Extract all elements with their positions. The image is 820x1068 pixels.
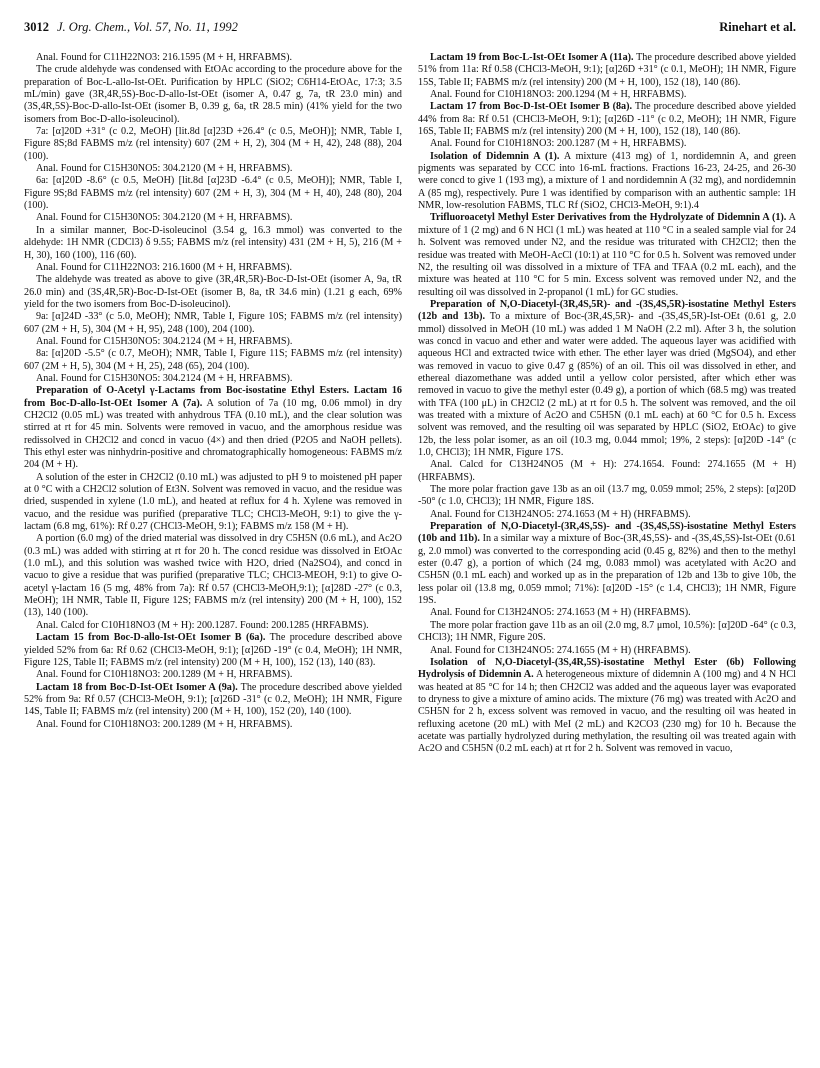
- paragraph: [418, 212, 796, 298]
- paragraph-heading: Preparation of O-Acetyl γ-Lactams from Boc-isostatine Ethyl Esters. Lactam 16 from Boc-D-allo-Ist-OEt Isomer A (7a).: [24, 385, 402, 409]
- paragraph-heading: Preparation of N,O-Diacetyl-(3R,4S,5R)- and -(3S,4S,5R)-isostatine Methyl Esters (12b and 13b).: [418, 298, 796, 323]
- paragraph-heading: Preparation of N,O-Diacetyl-(3R,4S,5S)- and -(3S,4S,5S)-isostatine Methyl Esters (10b and 11b).: [418, 521, 796, 545]
- paragraph-text: Anal. Calcd for C10H18NO3 (M + H): 200.1287. Found: 200.1285 (HRFABMS).: [36, 619, 369, 631]
- paragraph: [24, 212, 402, 224]
- paragraph: [24, 669, 402, 681]
- paragraph: [24, 175, 402, 212]
- paragraph-text: A mixture of 1 (2 mg) and 6 N HCl (1 mL) was heated at 110 °C in a sealed sample vial for 24 h. Solvent was removed under N2, and the residue was triturated with CH2Cl2; then the residue was treated with MeOH-AcCl (10:1) at 110 °C for 0.5 h. Solvent was removed under N2, the resulting oil was dissolved in a mixture of TFA and TFAA (0.2 mL each), and the mixture was heated at 110 °C for 5 min. Excess solvent was removed under N2, and the resulting oil was dissolved in 2-propanol (1 mL) for GC studies.: [418, 212, 796, 298]
- paragraph-text: Anal. Found for C10H18NO3: 200.1289 (M + H, HRFABMS).: [36, 718, 293, 730]
- paragraph-text: 7a: [α]20D +31° (c 0.2, MeOH) [lit.8d [α]23D +26.4° (c 0.5, MeOH)]; NMR, Table I, Figure 8S;8d FABMS m/z (rel intensity) 607 (2M + H, 2), 304 (M + H, 42), 248 (88), 204 (100).: [24, 126, 402, 162]
- paragraph-heading: Isolation of Didemnin A (1).: [430, 150, 560, 162]
- paragraph-heading: Isolation of N,O-Diacetyl-(3S,4R,5S)-isostatine Methyl Ester (6b) Following Hydrolysis of Didemnin A.: [418, 656, 796, 681]
- paragraph: [24, 311, 402, 336]
- paragraph-heading: Lactam 17 from Boc-D-Ist-OEt Isomer B (8a).: [430, 101, 633, 113]
- paragraph-text: To a mixture of Boc-(3R,4S,5R)- and -(3S,4S,5R)-Ist-OEt (0.61 g, 2.0 mmol) dissolved in MeOH (10 mL) was added 1 M NaOH (2.2 ml). After 3 h, the solution was concd in vacuo and ether and water were added. The aqueous layer was acidified with aqueous HCl and extracted twice with ether. The ether layer was dried (MgSO4), and ether was removed in vacuo to give 0.47 g (85%) of an oil. This oil was dissolved in ether, and ethereal diazomethane was added until a yellow color persisted, after which ether was removed in vacuo to give the methyl ester (0.49 g), a portion of which (68.5 mg) was treated with TFA (100 μL) in CH2Cl2 (2 mL) at rt for 0.5 h. The solvent was removed, and the oil was treated with a mixture of Ac2O and C5H5N (0.1 mL each) at 60 °C for 0.5 h. Excess solvent was removed, and the resulting oil was separated by HPLC (SiO2, EtOAc) to give 12b, the less polar isomer, as an oil (10.3 mg, 0.044 mmol; 19%, 2 steps): [α]20D -14° (c 1.0, CHCl3); 1H NMR, Figure 17S.: [418, 311, 796, 458]
- paragraph: [418, 521, 796, 607]
- paragraph: [418, 620, 796, 645]
- paragraph: [24, 472, 402, 534]
- paragraph: [24, 163, 402, 175]
- paragraph-text: In a similar way a mixture of Boc-(3R,4S,5S)- and -(3S,4S,5S)-Ist-OEt (0.61 g, 2.0 mmol) was converted to the corresponding acid (0.45 g, 82%) and then to the methyl ester (0.47 g), a portion of which (24 mg, 0.083 mmol) was acetylated with Ac2O and C5H5N (0.1 mL each) and worked up as in the preparation of 12b and 13b to give 10b, the less polar oil (13.8 mg, 0.059 mmol; 71%): [α]20D -15° (c 1.4, CHCl3); 1H NMR, Figure 19S.: [418, 533, 796, 607]
- paragraph-text: Anal. Found for C15H30NO5: 304.2120 (M + H, HRFABMS).: [36, 212, 293, 224]
- paragraph-heading: Lactam 19 from Boc-L-Ist-OEt Isomer A (11a).: [430, 52, 634, 63]
- paragraph: [24, 262, 402, 274]
- paragraph: [24, 126, 402, 163]
- paragraph: [24, 373, 402, 385]
- paragraph-text: Anal. Found for C10H18NO3: 200.1287 (M + H, HRFABMS).: [430, 138, 687, 150]
- paragraph: [418, 101, 796, 138]
- paragraph: [24, 274, 402, 311]
- paragraph: [24, 336, 402, 348]
- paragraph: [24, 385, 402, 471]
- paragraph-text: 9a: [α]24D -33° (c 5.0, MeOH); NMR, Table I, Figure 10S; FABMS m/z (rel intensity) 607 (2M + H, 5), 304 (M + H, 95), 248 (100), 204 (100).: [24, 311, 402, 335]
- paragraph: [24, 632, 402, 669]
- paragraph-text: A solution of the ester in CH2Cl2 (0.10 mL) was adjusted to pH 9 to moistened pH paper at 0 °C with a CH2Cl2 solution of Et3N. Solvent was removed in vacuo, and the residue was dried, suspended in xylene (1.0 mL), and heated at reflux for 4 h. Xylene was removed in vacuo, and the residue was purified (preparative TLC; CHCl3-MeOH, 9:1) to give the γ-lactam (6.8 mg, 61%): Rf 0.27 (CHCl3-MeOH, 9:1); FABMS m/z 158 (M + H).: [24, 471, 402, 533]
- paragraph-text: The procedure described above yielded 44% from 8a: Rf 0.51 (CHCl3-MeOH, 9:1); [α]26D -11° (c 0.2, MeOH); 1H NMR, Figure 16S, Table II; FABMS m/z (rel intensity) 200 (M + H, 100), 152 (18), 140 (86).: [418, 101, 796, 138]
- paragraph-text: The procedure described above yielded 52% from 6a: Rf 0.62 (CHCl3-MeOH, 9:1); [α]26D -19° (c 0.4, MeOH); 1H NMR, Figure 12S, Table II; FABMS m/z (rel intensity) 200 (M + H, 100), 152 (13), 140 (83).: [24, 632, 402, 668]
- right-column: [418, 52, 796, 1060]
- paragraph-text: Anal. Found for C15H30NO5: 304.2124 (M + H, HRFABMS).: [36, 372, 293, 384]
- paragraph-text: Anal. Found for C13H24NO5: 274.1653 (M + H) (HRFABMS).: [430, 508, 691, 520]
- paragraph-text: A heterogeneous mixture of didemnin A (100 mg) and 4 N HCl was heated at 85 °C for 14 h; then CH2Cl2 was added and the aqueous layer was evaporated to dryness to give a mixture of amino acids. The mixture (76 mg) was treated with Ac2O and C5H5N for 2 h, excess solvent was removed in vacuo, and the resulting oil was heated in refluxing acetone (20 mL) with MeI (2 mL) and K2CO3 (230 mg) for 10 h. Because the acetate was partially hydrolyzed during methylation, the resulting oil was treated again with Ac2O and C5H5N (0.2 mL each) at rt for 2 h. Solvent was removed in vacuo,: [418, 669, 796, 755]
- paragraph: [418, 509, 796, 521]
- paragraph-text: The more polar fraction gave 11b as an oil (2.0 mg, 8.7 μmol, 10.5%): [α]20D -64° (c 0.3, CHCl3); 1H NMR, Figure 20S.: [418, 619, 796, 644]
- paragraph-text: In a similar manner, Boc-D-isoleucinol (3.54 g, 16.3 mmol) was converted to the aldehyde: 1H NMR (CDCl3) δ 9.55; FABMS m/z (rel intensity) 431 (2M + H, 5), 216 (M + H, 30), 160 (100), 116 (60).: [24, 224, 402, 261]
- paragraph: [24, 52, 402, 64]
- paragraph-text: Anal. Found for C13H24NO5: 274.1653 (M + H) (HRFABMS).: [430, 607, 691, 619]
- running-authors: Rinehart et al.: [719, 20, 796, 34]
- running-header: [24, 20, 796, 42]
- paragraph-text: Anal. Found for C15H30NO5: 304.2120 (M + H, HRFABMS).: [36, 163, 293, 175]
- paragraph-text: A solution of 7a (10 mg, 0.06 mmol) in dry CH2Cl2 (0.05 mL) was treated with anhydrous TFA (0.10 mL), and the clear solution was stirred at rt for 45 min. Solvents were removed in vacuo, and the amorphous residue was redissolved in CH2Cl2 and concd in vacuo (4×) and then dried (P2O5 and NaOH pellets). This ethyl ester was ninhydrin-positive and chromatographically homogeneous: FABMS m/z 204 (M + H).: [24, 397, 402, 471]
- paragraph: [418, 657, 796, 756]
- paragraph: [418, 138, 796, 150]
- page-number: 3012: [24, 20, 49, 34]
- paragraph: [418, 89, 796, 101]
- paragraph-text: Anal. Found for C10H18NO3: 200.1289 (M + H, HRFABMS).: [36, 669, 293, 681]
- paragraph-text: The crude aldehyde was condensed with EtOAc according to the procedure above for the preparation of Boc-L-allo-Ist-OEt. Purification by HPLC (SiO2; C6H14-EtOAc, 17:3; 3.5 mL/min) gave (3R,4R,5S)-Boc-D-allo-Ist-OEt (isomer A, 0.47 g, 7a, tR 23.0 min) and (3S,4R,5S)-Boc-D-allo-Ist-OEt (isomer B, 0.39 g, 6a, tR 28.5 min) (41% yield for the two isomers from Boc-D-allo-isoleucinol).: [24, 64, 402, 125]
- paragraph-text: The aldehyde was treated as above to give (3R,4R,5R)-Boc-D-Ist-OEt (isomer A, 9a, tR 26.0 min) and (3S,4R,5R)-Boc-D-Ist-OEt (isomer B, 8a, tR 34.6 min) (1.21 g each, 69% yield for the two isomers from Boc-D-isoleucinol).: [24, 274, 402, 310]
- left-column: [24, 52, 402, 1060]
- paragraph: [418, 299, 796, 459]
- paragraph-text: Anal. Calcd for C13H24NO5 (M + H): 274.1654. Found: 274.1655 (M + H) (HRFABMS).: [418, 459, 796, 483]
- paragraph: [24, 719, 402, 731]
- paragraph-text: Anal. Found for C11H22NO3: 216.1600 (M + H, HRFABMS).: [36, 261, 293, 273]
- paragraph: [418, 459, 796, 484]
- paragraph: [418, 645, 796, 657]
- paragraph-text: Anal. Found for C13H24NO5: 274.1655 (M + H) (HRFABMS).: [430, 644, 691, 656]
- paragraph-text: A portion (6.0 mg) of the dried material was dissolved in dry C5H5N (0.6 mL), and Ac2O (0.3 mL) was added with stirring at rt for 20 h. The concd residue was dissolved in EtOAc (1.0 mL), and this solution was washed twice with H2O, dried (Na2SO4), and concd in vacuo to give a residue that was purified (preparative TLC; CHCl3-MEOH, 9:1) to give O-acetyl γ-lactam 16 (5 mg, 48% from 7a): Rf 0.57 (CHCl3-MeOH,9:1); [α]28D -27° (c 0.3, MeOH); 1H NMR, Table II, Figure 12S; FABMS m/z (rel intensity) 200 (M + H, 100), 152 (13), 140 (100).: [24, 533, 402, 619]
- paragraph: [418, 607, 796, 619]
- paragraph-text: The more polar fraction gave 13b as an oil (13.7 mg, 0.059 mmol; 25%, 2 steps): [α]20D -50° (c 1.0, CHCl3); 1H NMR, Figure 18S.: [418, 484, 796, 508]
- paragraph-text: Anal. Found for C15H30NO5: 304.2124 (M + H, HRFABMS).: [36, 335, 293, 347]
- paragraph-text: Anal. Found for C11H22NO3: 216.1595 (M + H, HRFABMS).: [36, 52, 293, 63]
- paragraph-text: Anal. Found for C10H18NO3: 200.1294 (M + H, HRFABMS).: [430, 89, 687, 101]
- paragraph: [24, 682, 402, 719]
- paragraph-text: A mixture (413 mg) of 1, nordidemnin A, and green pigments was separated by CCC into 16-mL fractions. Fractions 16-23, 24-25, and 26-30 were concd to give 1 (193 mg), a mixture of 1 and nordidemnin A (32 mg), and nordidemnin A (85 mg), respectively. Pure 1 was identified by comparison with an authentic sample: 1H NMR, low-resolution FABMS, TLC Rf (SiO2, CHCl3-MeOH, 9:1).4: [418, 150, 796, 212]
- paragraph: [24, 348, 402, 373]
- paragraph: [418, 151, 796, 213]
- paragraph: [24, 620, 402, 632]
- paragraph-text: 8a: [α]20D -5.5° (c 0.7, MeOH); NMR, Table I, Figure 11S; FABMS m/z (rel intensity) 607 (2M + H, 5), 304 (M + H, 25), 248 (65), 204 (100).: [24, 348, 402, 372]
- paragraph-heading: Trifluoroacetyl Methyl Ester Derivatives from the Hydrolyzate of Didemnin A (1).: [430, 212, 787, 224]
- journal-citation: J. Org. Chem., Vol. 57, No. 11, 1992: [57, 20, 238, 34]
- paragraph: [24, 64, 402, 126]
- paragraph: [418, 484, 796, 509]
- paragraph: [24, 225, 402, 262]
- paragraph-text: 6a: [α]20D -8.6° (c 0.5, MeOH) [lit.8d [α]23D -6.4° (c 0.5, MeOH)]; NMR, Table I, Figure 9S;8d FABMS m/z (rel intensity) 607 (2M + H, 3), 304 (M + H, 40), 248 (80), 204 (100).: [24, 175, 402, 212]
- paragraph-text: The procedure described above yielded 51% from 11a: Rf 0.58 (CHCl3-MeOH, 9:1); [α]26D +31° (c 0.1, MeOH); 1H NMR, Figure 15S, Table II; FABMS m/z (rel intensity) 200 (M + H, 100), 152 (18), 140 (86).: [418, 52, 796, 88]
- paragraph: [24, 533, 402, 619]
- paragraph-heading: Lactam 18 from Boc-D-Ist-OEt Isomer A (9a).: [36, 681, 238, 693]
- paragraph-text: The procedure described above yielded 52% from 9a: Rf 0.57 (CHCl3-MeOH, 9:1); [α]26D -31° (c 0.2, MeOH); 1H NMR, Figure 14S, Table II; FABMS m/z (rel intensity) 200 (M + H, 100), 152 (20), 140 (100).: [24, 681, 402, 718]
- paragraph: [418, 52, 796, 89]
- paragraph-heading: Lactam 15 from Boc-D-allo-Ist-OEt Isomer B (6a).: [36, 632, 266, 644]
